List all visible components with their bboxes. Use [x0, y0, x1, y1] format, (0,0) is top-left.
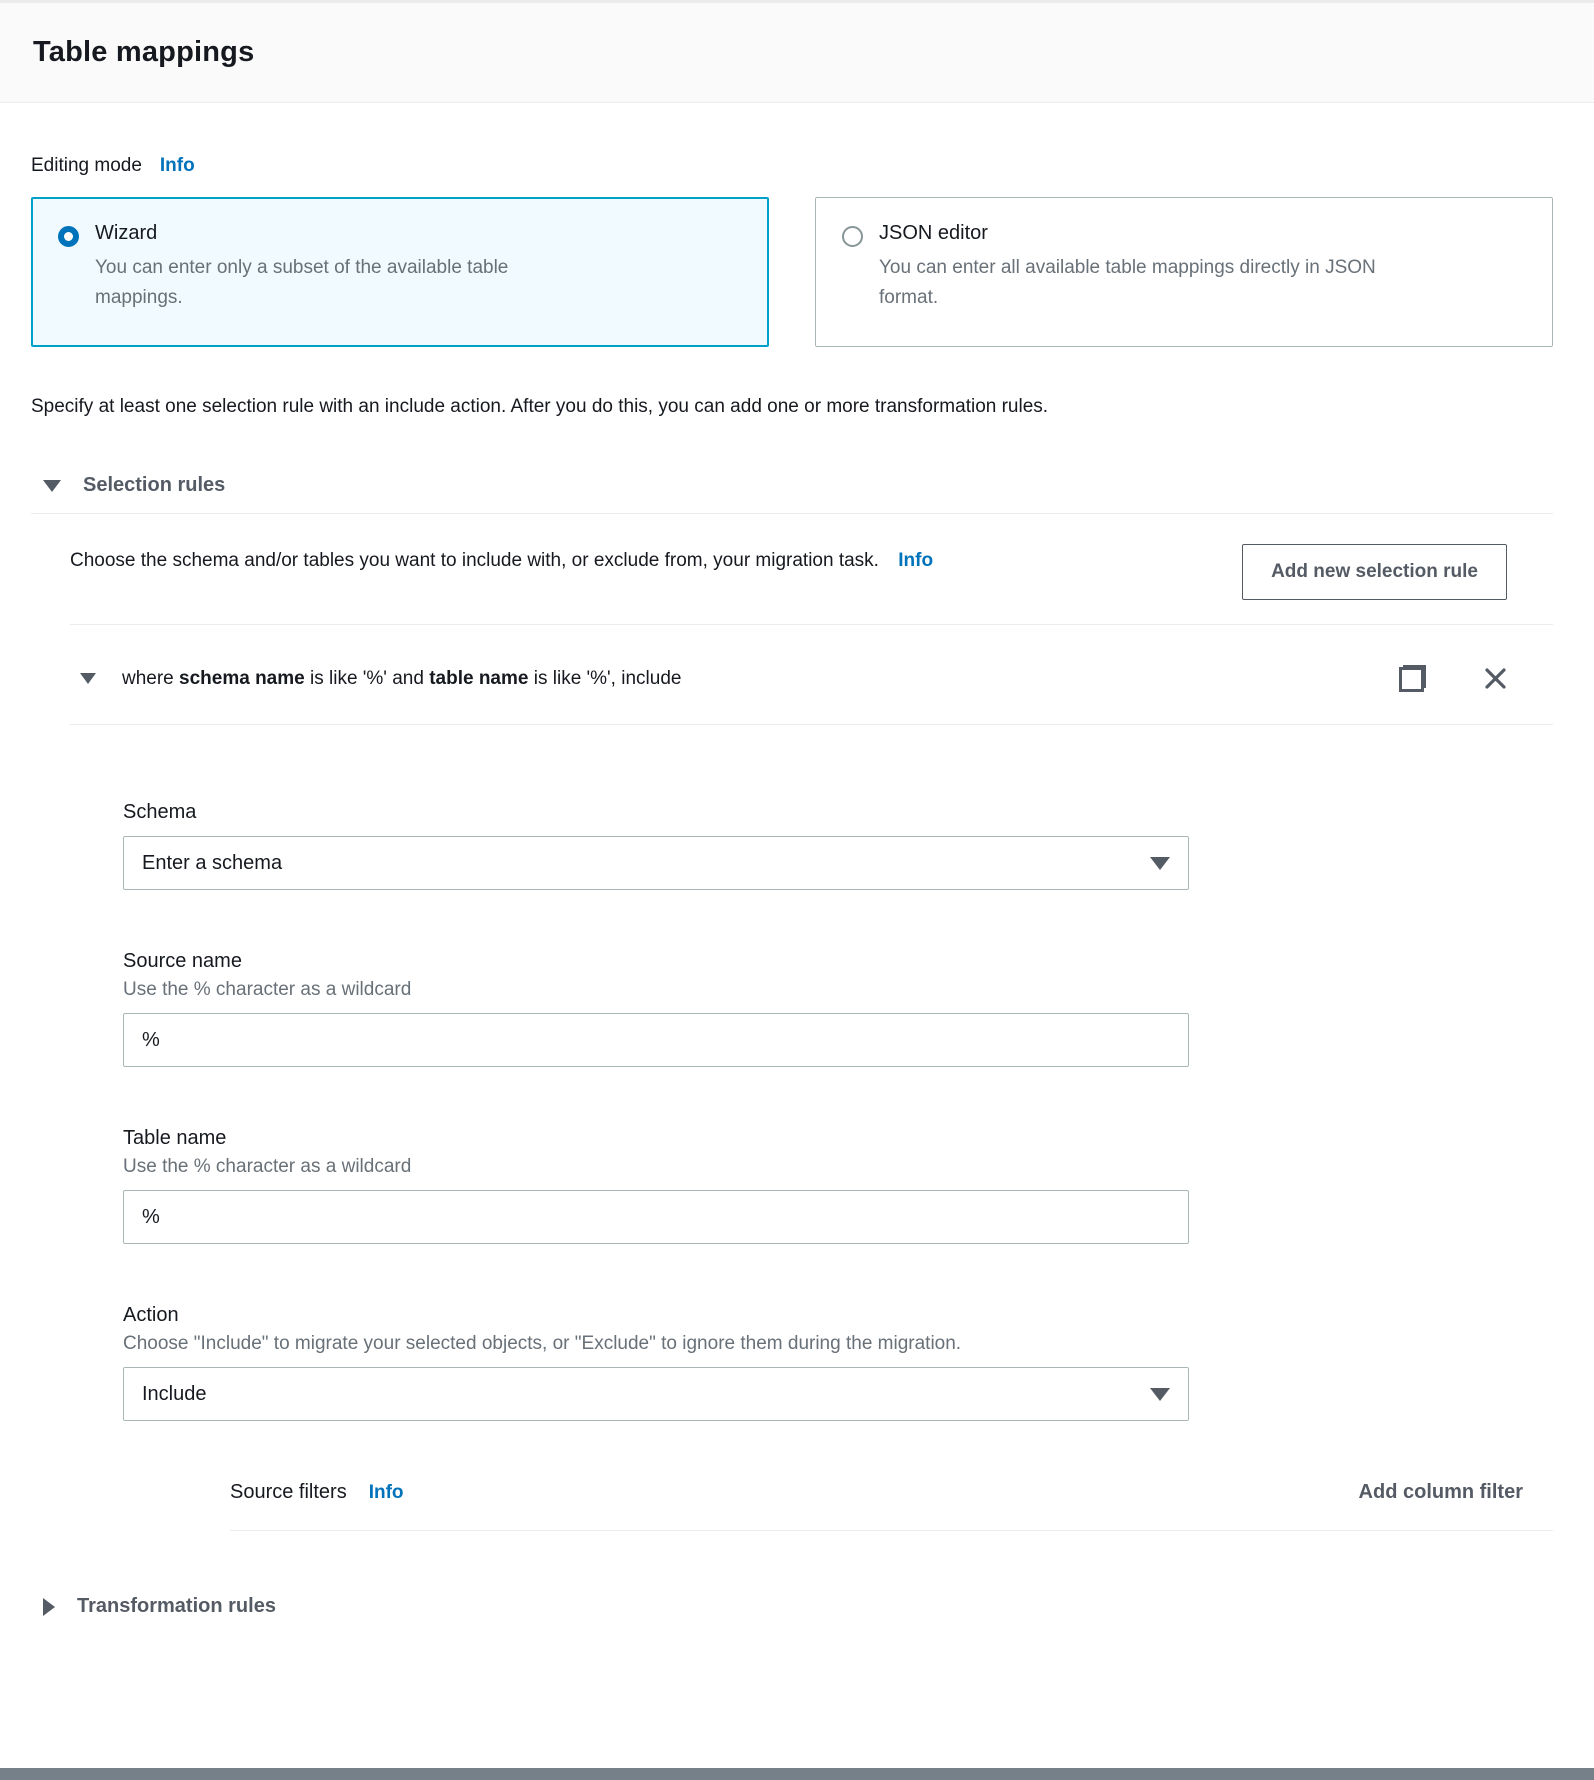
rule-summary-suffix: is like '%', include: [528, 667, 682, 689]
editing-mode-row: [31, 155, 1553, 177]
radio-selected-icon[interactable]: [58, 226, 79, 247]
json-editor-card-content: [879, 222, 1379, 313]
radio-unselected-icon[interactable]: [842, 226, 863, 247]
transformation-rules-toggle[interactable]: [43, 1595, 1553, 1618]
add-column-filter-button[interactable]: Add column filter: [1358, 1481, 1523, 1503]
table-name-label: Table name: [123, 1127, 227, 1149]
editing-mode-label: Editing mode: [31, 155, 142, 176]
selection-rules-heading: Selection rules: [83, 474, 226, 496]
radio-card-json-editor[interactable]: [815, 197, 1553, 347]
action-select-value: Include: [142, 1382, 207, 1405]
wizard-option-description: You can enter only a subset of the available table mappings.: [95, 257, 509, 308]
rule-summary-prefix: where: [122, 667, 180, 689]
panel-body: [0, 155, 1594, 1618]
intro-text: Specify at least one selection rule with an include action. After you do this, you can add one or more transformation rules.: [31, 396, 1049, 417]
divider: [31, 513, 1553, 514]
selection-rules-description: [70, 544, 933, 578]
source-name-input[interactable]: [123, 1013, 1189, 1067]
close-icon: [1482, 665, 1509, 692]
transformation-rules-heading: Transformation rules: [77, 1595, 276, 1617]
add-selection-rule-button[interactable]: Add new selection rule: [1242, 544, 1507, 600]
table-name-hint: Use the % character as a wildcard: [123, 1156, 412, 1177]
schema-select-value: Enter a schema: [142, 851, 283, 874]
divider: [70, 724, 1553, 725]
rule-actions: [1399, 665, 1509, 692]
action-select[interactable]: [123, 1367, 1189, 1421]
selection-rules-toggle[interactable]: [43, 474, 1553, 497]
action-field-group: [123, 1304, 1189, 1421]
source-filters-row: [230, 1481, 1553, 1504]
chevron-down-icon: [43, 480, 61, 492]
source-filters-info-link[interactable]: Info: [368, 1481, 404, 1503]
action-hint: Choose "Include" to migrate your selected objects, or "Exclude" to ignore them during the migration.: [123, 1333, 962, 1354]
remove-rule-icon[interactable]: [1482, 665, 1509, 692]
source-name-field-group: [123, 950, 1189, 1067]
source-filters-label: Source filters: [230, 1481, 347, 1503]
wizard-option-label: Wizard: [95, 222, 158, 244]
editing-mode-info-link[interactable]: Info: [159, 155, 195, 176]
page-title: Table mappings: [33, 36, 255, 68]
divider: [70, 624, 1553, 625]
selection-rules-description-row: [31, 544, 1553, 600]
source-name-hint: Use the % character as a wildcard: [123, 979, 412, 1000]
action-label: Action: [123, 1304, 179, 1326]
selection-rules-info-link[interactable]: Info: [898, 550, 934, 571]
schema-field-group: [123, 801, 1189, 890]
rule-summary-table-name: table name: [429, 667, 529, 689]
rule-summary-middle: is like '%' and: [304, 667, 430, 689]
bottom-bar: [0, 1768, 1594, 1780]
source-name-label: Source name: [123, 950, 242, 972]
selection-rules-description-text: Choose the schema and/or tables you want to include with, or exclude from, your migration task.: [70, 550, 879, 571]
wizard-card-content: [95, 222, 595, 313]
radio-card-wizard[interactable]: [31, 197, 769, 347]
editing-mode-options: [31, 197, 1553, 347]
rule-summary: [122, 668, 681, 690]
panel-header: [0, 0, 1594, 103]
rule-header: [70, 665, 1553, 692]
rule-form: [123, 801, 1553, 1531]
table-name-input[interactable]: [123, 1190, 1189, 1244]
schema-select[interactable]: [123, 836, 1189, 890]
chevron-down-icon: [1150, 857, 1170, 870]
duplicate-rule-icon[interactable]: [1399, 665, 1426, 692]
chevron-right-icon: [43, 1598, 55, 1616]
rule-chevron-down-icon[interactable]: [80, 673, 96, 684]
json-editor-option-description: You can enter all available table mappings directly in JSON format.: [879, 257, 1376, 308]
copy-icon: [1399, 665, 1426, 692]
divider: [230, 1530, 1553, 1531]
chevron-down-icon: [1150, 1388, 1170, 1401]
table-name-field-group: [123, 1127, 1189, 1244]
schema-label: Schema: [123, 801, 197, 823]
json-editor-option-label: JSON editor: [879, 222, 988, 244]
rule-summary-schema-name: schema name: [179, 667, 305, 689]
